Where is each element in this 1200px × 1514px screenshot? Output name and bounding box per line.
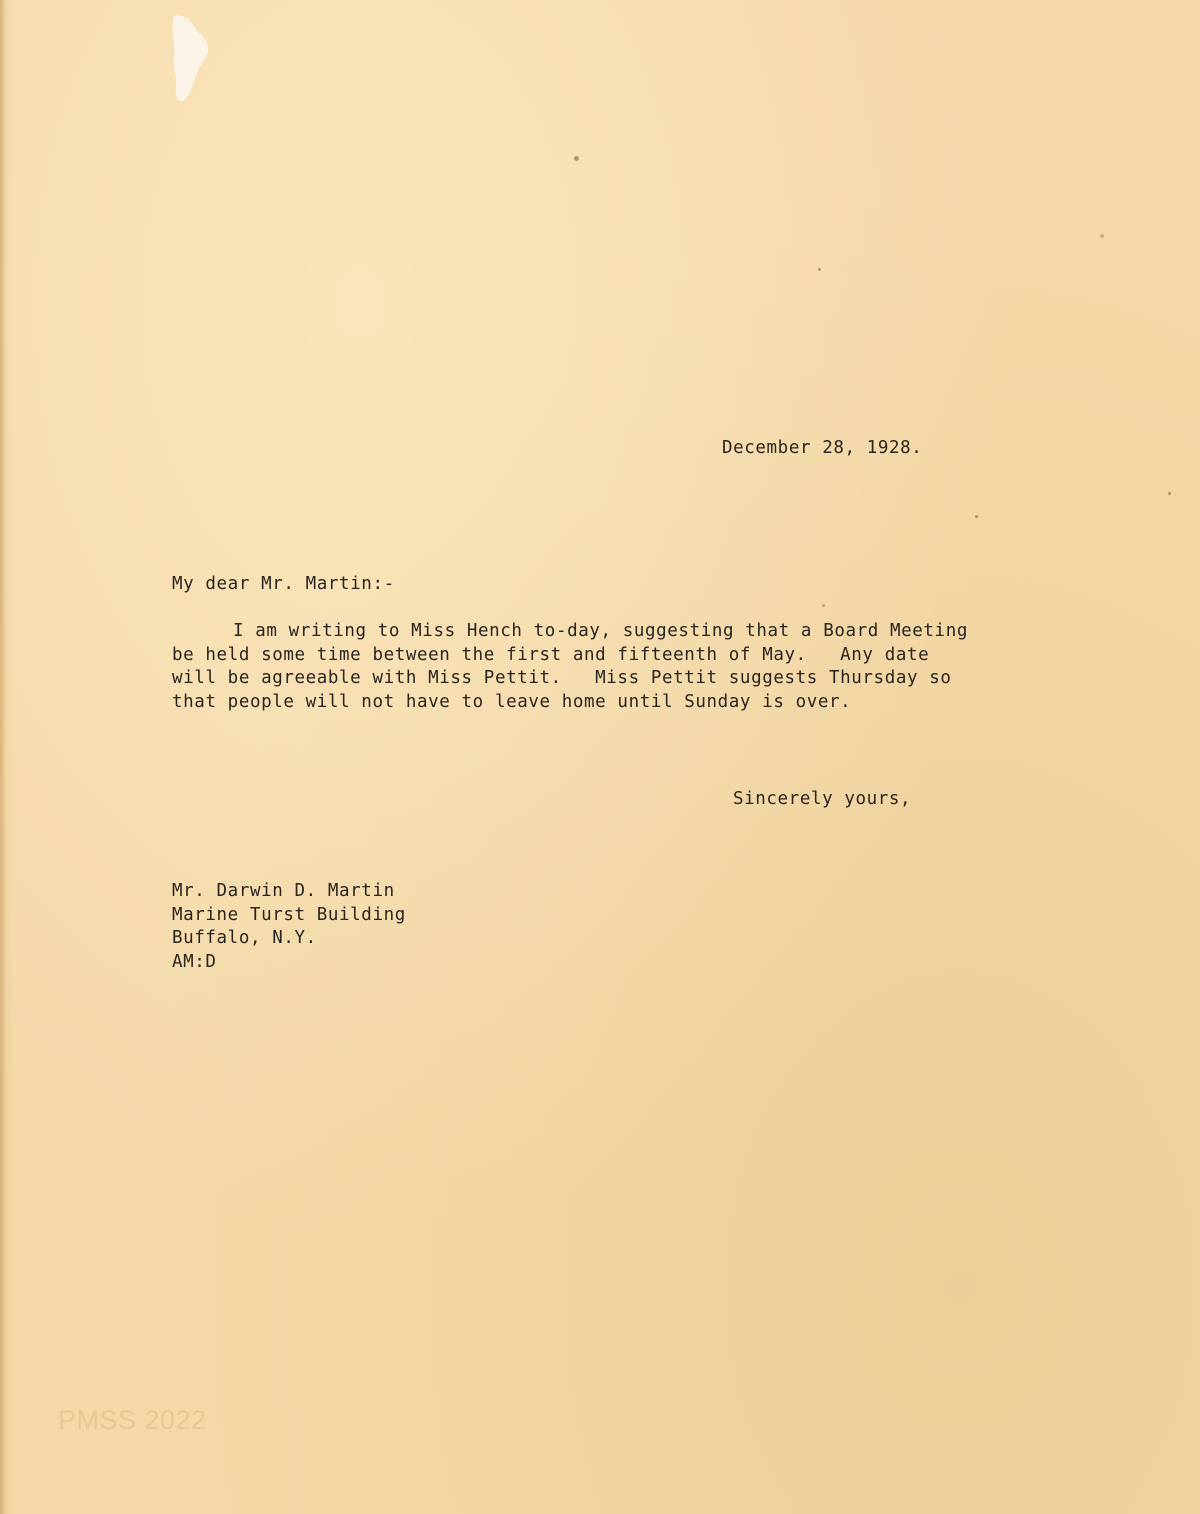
ink-speck [1100, 234, 1104, 238]
paper-tear-mark [168, 12, 212, 104]
address-line: Mr. Darwin D. Martin [172, 881, 395, 901]
body-line: I am writing to Miss Hench to-day, suggesting that a Board Meeting [233, 621, 968, 641]
ink-speck [574, 156, 579, 161]
body-line: will be agreeable with Miss Pettit. Miss Pettit suggests Thursday so [172, 668, 952, 688]
body-line: that people will not have to leave home until Sunday is over. [172, 691, 852, 712]
letter-salutation: My dear Mr. Martin:- [172, 574, 395, 594]
paper-edge [0, 0, 6, 1514]
letter-closing: Sincerely yours, [733, 789, 912, 809]
body-line: be held some time between the first and fifteenth of May. Any date [172, 644, 930, 665]
reference-initials: AM:D [172, 951, 217, 972]
address-line: Buffalo, N.Y. [172, 928, 317, 948]
ink-speck [818, 268, 821, 271]
ink-speck [822, 604, 825, 607]
archive-watermark: PMSS 2022 [58, 1405, 207, 1435]
address-line: Marine Turst Building [172, 904, 406, 925]
ink-speck [1168, 492, 1171, 495]
recipient-address [172, 880, 406, 974]
ink-speck [975, 515, 978, 518]
letter-date: December 28, 1928. [722, 438, 923, 458]
letter-body [172, 620, 968, 714]
